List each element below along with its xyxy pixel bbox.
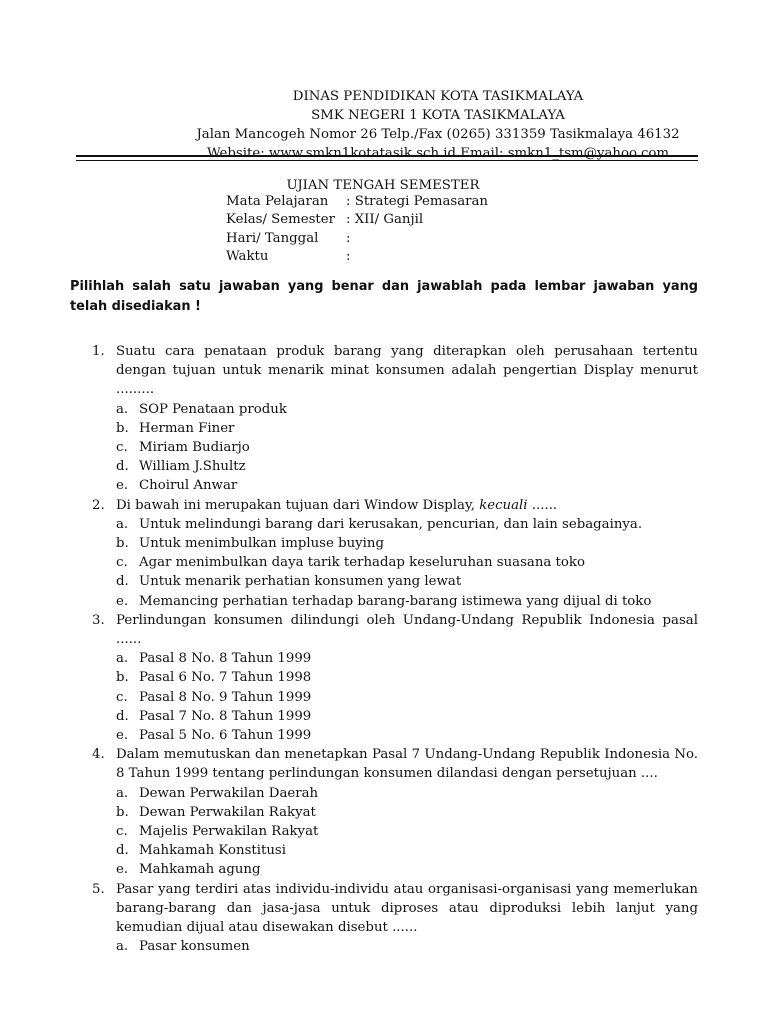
header-divider-thick <box>76 155 698 157</box>
option-text: Agar menimbulkan daya tarik terhadap keseluruhan suasana toko <box>139 555 585 571</box>
option-letter: d. <box>116 708 129 724</box>
question-text: Dalam memutuskan dan menetapkan Pasal 7 Undang-Undang Republik Indonesia No. 8 Tahun 1999 tentang perlindungan konsumen dilandasi dengan persetujuan .... <box>116 747 698 782</box>
question-number: 1. <box>92 344 105 359</box>
option-list <box>116 515 698 611</box>
question-3 <box>92 611 698 745</box>
question-list <box>92 342 698 957</box>
option-item <box>116 860 698 879</box>
question-text-start: Di bawah ini merupakan tujuan dari Window Display, <box>116 497 480 513</box>
header-contact: Website: www.smkn1kotatasik.sch.id Email: smkn1_tsm@yahoo.com <box>206 146 670 161</box>
option-text: Pasal 7 No. 8 Tahun 1999 <box>139 708 312 724</box>
header-agency: DINAS PENDIDIKAN KOTA TASIKMALAYA <box>292 89 584 104</box>
question-number: 2. <box>92 497 105 513</box>
question-number: 4. <box>92 747 105 763</box>
exam-info-value: : XII/ Ganjil <box>346 212 424 228</box>
question-emphasis: kecuali <box>479 497 528 513</box>
option-text: Mahkamah Konstitusi <box>139 843 286 859</box>
option-list <box>116 937 698 956</box>
letterhead <box>150 87 726 163</box>
option-text: Dewan Perwakilan Daerah <box>139 785 319 801</box>
exam-info-subject <box>226 193 488 211</box>
option-item <box>116 534 698 553</box>
option-letter: b. <box>116 536 129 552</box>
question-1 <box>92 342 698 496</box>
option-list <box>116 784 698 880</box>
question-2 <box>92 496 698 611</box>
question-text <box>116 496 698 515</box>
option-letter: a. <box>116 651 129 667</box>
option-text: Pasal 8 No. 9 Tahun 1999 <box>139 689 312 705</box>
option-item <box>116 400 698 419</box>
option-text: SOP Penataan produk <box>139 401 287 417</box>
option-letter: c. <box>116 689 128 705</box>
option-list <box>116 649 698 745</box>
exam-info-class <box>226 211 488 229</box>
option-letter: d. <box>116 843 129 859</box>
question-number: 5. <box>92 881 105 897</box>
exam-info-label: Kelas/ Semester <box>226 212 336 228</box>
exam-info <box>226 193 488 267</box>
header-address: Jalan Mancogeh Nomor 26 Telp./Fax (0265) 331359 Tasikmalaya 46132 <box>196 127 680 142</box>
option-item <box>116 572 698 591</box>
option-letter: e. <box>116 593 129 609</box>
option-item <box>116 649 698 668</box>
option-letter: d. <box>116 459 129 475</box>
exam-info-time <box>226 248 488 266</box>
option-letter: a. <box>116 939 129 955</box>
option-item <box>116 668 698 687</box>
option-item <box>116 438 698 457</box>
question-text: Perlindungan konsumen dilindungi oleh Undang-Undang Republik Indonesia pasal ...... <box>116 612 698 648</box>
exam-info-value: : <box>346 249 351 265</box>
option-item <box>116 688 698 707</box>
option-letter: d. <box>116 574 129 590</box>
exam-info-date <box>226 230 488 248</box>
option-text: William J.Shultz <box>139 459 246 475</box>
option-item <box>116 726 698 745</box>
option-letter: e. <box>116 478 129 494</box>
option-letter: a. <box>116 516 129 532</box>
header-school: SMK NEGERI 1 KOTA TASIKMALAYA <box>311 108 565 123</box>
option-text: Pasar konsumen <box>139 939 250 955</box>
question-text-end: ...... <box>527 497 558 513</box>
question-5 <box>92 880 698 957</box>
option-text: Untuk menimbulkan impluse buying <box>139 536 384 552</box>
option-letter: c. <box>116 555 128 571</box>
option-item <box>116 937 698 956</box>
option-text: Untuk menarik perhatian konsumen yang lewat <box>139 574 462 590</box>
exam-info-value: : Strategi Pemasaran <box>346 194 488 209</box>
option-text: Herman Finer <box>139 420 235 436</box>
option-item <box>116 419 698 438</box>
exam-info-label: Mata Pelajaran <box>226 194 329 209</box>
option-item <box>116 592 698 611</box>
instructions: Pilihlah salah satu jawaban yang benar dan jawablah pada lembar jawaban yang telah disediakan ! <box>70 279 698 314</box>
option-letter: b. <box>116 420 129 436</box>
option-letter: b. <box>116 670 129 686</box>
question-number: 3. <box>92 612 105 628</box>
option-text: Mahkamah agung <box>139 862 261 878</box>
option-item <box>116 457 698 476</box>
exam-info-label: Waktu <box>226 249 269 265</box>
exam-info-label: Hari/ Tanggal <box>226 230 319 246</box>
option-item <box>116 841 698 860</box>
option-letter: e. <box>116 862 129 878</box>
option-item <box>116 707 698 726</box>
option-text: Dewan Perwakilan Rakyat <box>139 804 316 820</box>
question-text: Pasar yang terdiri atas individu-individu atau organisasi-organisasi yang memerlukan barang-barang dan jasa-jasa untuk diproses atau diproduksi lebih lanjut yang kemudian dijual atau disewakan disebut ...... <box>116 881 698 936</box>
option-text: Untuk melindungi barang dari kerusakan, pencurian, dan lain sebagainya. <box>139 516 643 532</box>
option-item <box>116 803 698 822</box>
option-letter: e. <box>116 728 129 744</box>
option-item <box>116 784 698 803</box>
option-text: Pasal 5 No. 6 Tahun 1999 <box>139 728 312 744</box>
question-text: Suatu cara penataan produk barang yang diterapkan oleh perusahaan tertentu dengan tujuan untuk menarik minat konsumen adalah pengertian Display menurut ......... <box>116 344 698 398</box>
header-divider-thin <box>76 160 698 161</box>
option-item <box>116 822 698 841</box>
option-text: Majelis Perwakilan Rakyat <box>139 824 319 840</box>
option-text: Pasal 6 No. 7 Tahun 1998 <box>139 670 312 686</box>
option-letter: a. <box>116 785 129 801</box>
option-letter: a. <box>116 401 129 417</box>
option-list <box>116 400 698 496</box>
option-text: Pasal 8 No. 8 Tahun 1999 <box>139 651 312 667</box>
option-item <box>116 515 698 534</box>
exam-info-value: : <box>346 230 351 246</box>
option-letter: b. <box>116 804 129 820</box>
option-item <box>116 476 698 495</box>
option-text: Choirul Anwar <box>139 478 238 494</box>
question-4 <box>92 745 698 879</box>
option-letter: c. <box>116 824 128 840</box>
exam-title: UJIAN TENGAH SEMESTER <box>286 178 480 193</box>
option-letter: c. <box>116 440 128 456</box>
option-text: Memancing perhatian terhadap barang-barang istimewa yang dijual di toko <box>139 593 652 609</box>
option-text: Miriam Budiarjo <box>139 440 250 456</box>
option-item <box>116 553 698 572</box>
